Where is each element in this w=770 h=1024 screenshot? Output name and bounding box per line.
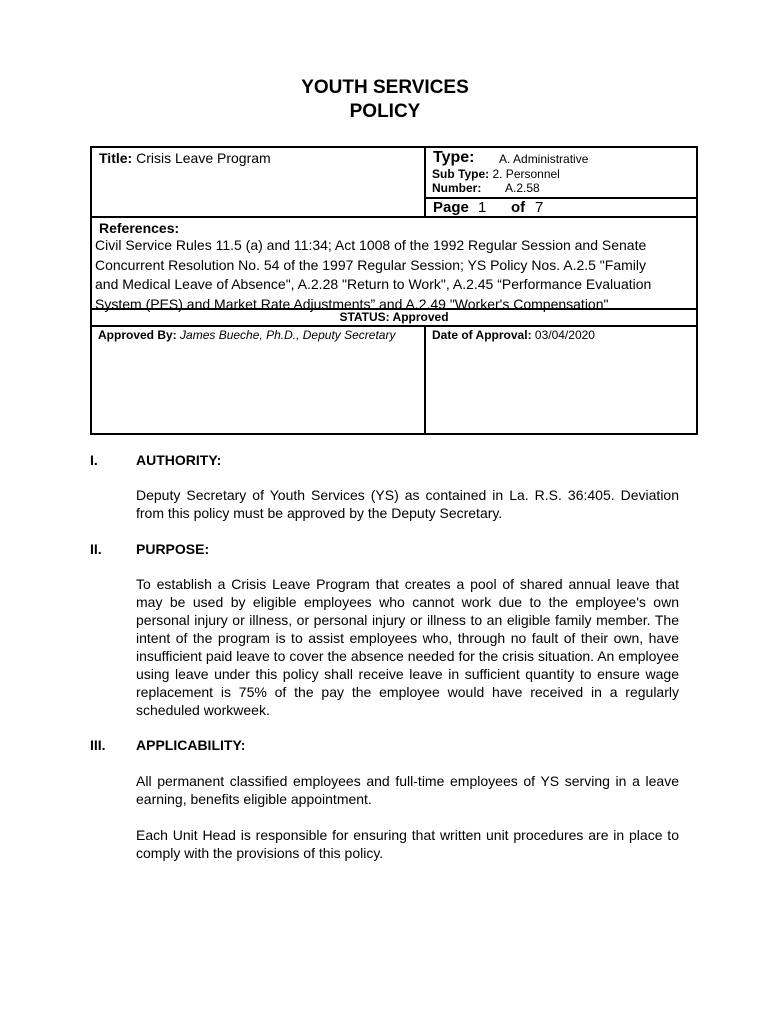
approval-date-field <box>432 328 595 342</box>
approval-date-value: 03/04/2020 <box>534 328 595 342</box>
applicability-paragraph: All permanent classified employees and full-time employees of YS serving in a leave earning, benefits eligible appointment. <box>136 773 679 807</box>
number-label: Number: <box>432 181 482 195</box>
document-title: YOUTH SERVICES <box>301 77 469 98</box>
status-value: Approved <box>392 310 449 324</box>
subtype-value: 2. Personnel <box>492 167 560 181</box>
type-value: A. Administrative <box>499 152 589 166</box>
approval-date-label: Date of Approval: <box>432 328 532 342</box>
document-subtitle: POLICY <box>349 101 421 122</box>
page-of-label: of <box>511 199 526 216</box>
box-divider-vertical-bottom <box>424 325 426 435</box>
section-number: I. <box>90 452 98 468</box>
approved-by-label: Approved By: <box>98 328 177 342</box>
box-divider-references <box>90 216 698 218</box>
box-divider-approval <box>90 325 698 327</box>
references-label: References: <box>99 220 180 236</box>
references-line: Concurrent Resolution No. 54 of the 1997 Regular Session; YS Policy Nos. A.2.5 "Family <box>95 256 646 273</box>
type-label: Type: <box>433 149 475 166</box>
title-field <box>99 150 271 166</box>
section-number: III. <box>90 737 106 753</box>
status-label: STATUS: <box>339 310 390 324</box>
unit-head-paragraph: Each Unit Head is responsible for ensuring that written unit procedures are in place to comply with the provisions of this policy. <box>136 827 679 861</box>
references-line: Civil Service Rules 11.5 (a) and 11:34; Act 1008 of the 1992 Regular Session and Senate <box>95 237 647 253</box>
status-field <box>90 310 698 324</box>
section-title-applicability: APPLICABILITY: <box>136 737 246 753</box>
page-label: Page <box>433 199 469 216</box>
page-total: 7 <box>535 199 544 216</box>
section-number: II. <box>90 541 102 557</box>
approved-by-field <box>98 328 395 342</box>
subtype-field <box>432 167 560 181</box>
references-line: and Medical Leave of Absence", A.2.28 "Return to Work", A.2.45 “Performance Evaluation <box>95 276 652 292</box>
title-value: Crisis Leave Program <box>136 150 271 166</box>
section-title-purpose: PURPOSE: <box>136 541 210 557</box>
box-divider-vertical-top <box>424 146 426 218</box>
approved-by-value: James Bueche, Ph.D., Deputy Secretary <box>180 328 396 342</box>
references-line: System (PES) and Market Rate Adjustments” and A.2.49 "Worker's Compensation" <box>95 295 609 312</box>
subtype-label: Sub Type: <box>432 167 490 181</box>
number-value: A.2.58 <box>505 181 540 195</box>
title-label: Title: <box>99 150 133 166</box>
authority-paragraph: Deputy Secretary of Youth Services (YS) as contained in La. R.S. 36:405. Deviation from this policy must be approved by the Deputy Secretary. <box>136 487 679 521</box>
purpose-paragraph: To establish a Crisis Leave Program that creates a pool of shared annual leave that may be used by eligible employees who cannot work due to the employee's own personal injury or illness, or personal injury or illness to an eligible family member. The intent of the program is to assist employees who, through no fault of their own, have insufficient paid leave to cover the absence needed for the crisis situation. An employee using leave under this policy shall receive leave in sufficient quantity to ensure wage replacement is 75% of the pay the employee would have received in a regularly scheduled workweek. <box>136 576 679 718</box>
page-number: 1 <box>478 199 487 216</box>
section-title-authority: AUTHORITY: <box>136 452 222 468</box>
